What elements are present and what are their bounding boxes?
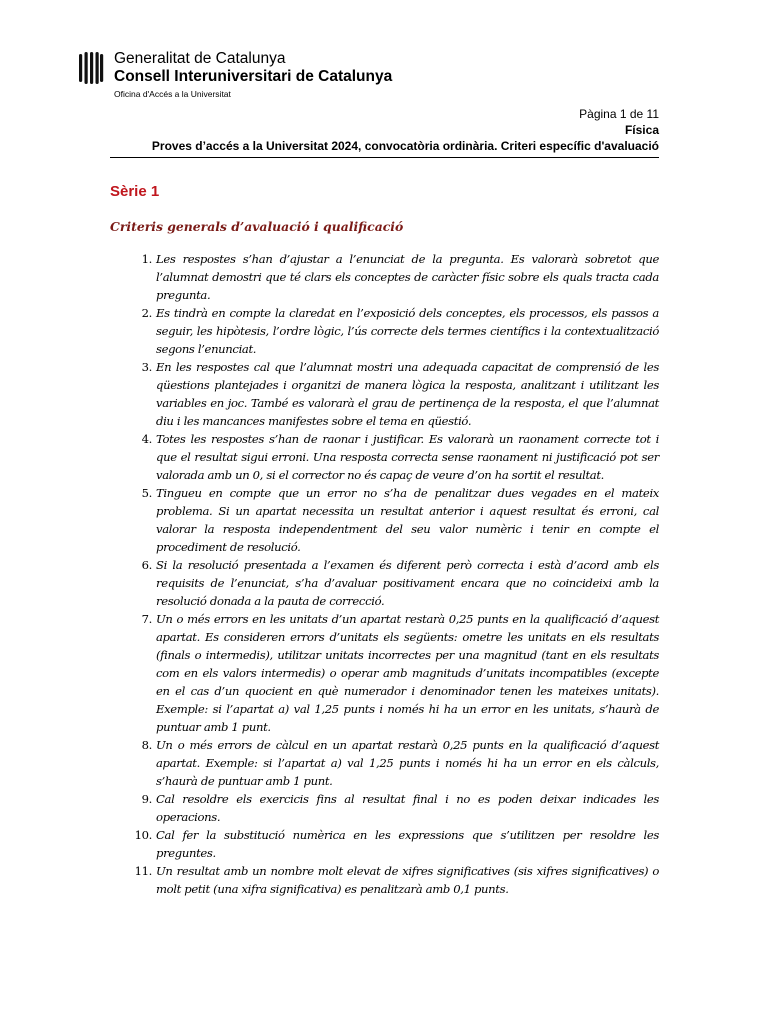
criteria-list (134, 250, 659, 898)
item-number: 10. (134, 828, 152, 842)
item-text: En les respostes cal que l’alumnat mostri una adequada capacitat de comprensió de les qüestions plantejades i organitzi de manera lògica la resposta, analitzant i utilitzant les variables en joc. També es valorarà el grau de pertinença de la resposta, el que l’alumnat diu i les mancances manifestes sobre el tema en qüestió. (156, 360, 659, 428)
item-number: 11. (134, 864, 152, 878)
item-number: 6. (141, 558, 152, 572)
item-text: Un resultat amb un nombre molt elevat de xifres significatives (sis xifres significatives) o molt petit (una xifra significativa) es penalitzarà amb 0,1 punts. (156, 864, 659, 896)
org-line-3: Oficina d'Accés a la Universitat (114, 89, 231, 99)
list-item (141, 610, 659, 736)
list-item (141, 556, 659, 610)
item-number: 3. (141, 360, 152, 374)
list-item (141, 484, 659, 556)
item-text: Un o més errors de càlcul en un apartat restarà 0,25 punts en la qualificació d’aquest apartat. Exemple: si l’apartat a) val 1,25 punts i només hi ha un error en els càlculs, s’haurà de puntuar amb 1 punt. (156, 738, 659, 788)
org-line-1: Generalitat de Catalunya (114, 50, 286, 67)
list-item (141, 358, 659, 430)
item-number: 8. (141, 738, 152, 752)
exam-title: Proves d’accés a la Universitat 2024, convocatòria ordinària. Criteri específic d'avaluació (151, 139, 659, 153)
section-title: Criteris generals d’avaluació i qualificació (110, 219, 404, 234)
list-item (141, 304, 659, 358)
list-item (141, 736, 659, 790)
list-item (134, 862, 659, 898)
item-number: 5. (141, 486, 152, 500)
org-line-2: Consell Interuniversitari de Catalunya (114, 68, 393, 85)
list-item (141, 790, 659, 826)
header-divider (110, 157, 659, 158)
item-number: 7. (141, 612, 152, 626)
item-number: 9. (141, 792, 152, 806)
item-text: Es tindrà en compte la claredat en l’exposició dels conceptes, els processos, els passos a seguir, les hipòtesis, l’ordre lògic, l’ús correcte dels termes científics i la contextualització segons l’enunciat. (156, 306, 659, 356)
item-text: Totes les respostes s’han de raonar i justificar. Es valorarà un raonament correcte tot i que el resultat sigui erroni. Una resposta correcta sense raonament ni justificació pot ser valorada amb un 0, si el corrector no és capaç de veure d’on ha sortit el resultat. (156, 432, 659, 482)
generalitat-logo-icon (78, 52, 104, 84)
item-number: 1. (141, 252, 152, 266)
item-text: Tingueu en compte que un error no s’ha de penalitzar dues vegades en el mateix problema. Si un apartat necessita un resultat anterior i aquest resultat és erroni, cal valorar la resposta independentment del seu valor numèric i tenir en compte el procediment de resolució. (156, 486, 659, 554)
page-number: Pàgina 1 de 11 (579, 107, 659, 121)
item-text: Les respostes s’han d’ajustar a l’enunciat de la pregunta. Es valorarà sobretot que l’alumnat demostri que té clars els conceptes de caràcter físic sobre els quals tracta cada pregunta. (156, 252, 659, 302)
item-text: Si la resolució presentada a l’examen és diferent però correcta i està d’acord amb els requisits de l’enunciat, s’ha d’avaluar positivament encara que no coincideixi amb la resolució donada a la pauta de correcció. (156, 558, 659, 608)
series-title: Sèrie 1 (110, 183, 160, 200)
list-item (134, 826, 659, 862)
item-number: 2. (141, 306, 152, 320)
list-item (141, 430, 659, 484)
organization-name (114, 50, 392, 100)
list-item (141, 250, 659, 304)
item-text: Un o més errors en les unitats d’un apartat restarà 0,25 punts en la qualificació d’aquest apartat. Es consideren errors d’unitats els següents: ometre les unitats en els resultats (finals o intermedis), utilitzar unitats incorrectes per una magnitud (tant en els resultats com en els valors intermedis) o operar amb magnituds d’unitats incompatibles (excepte en el cas d’un quocient en què numerador i denominador tenen les mateixes unitats). Exemple: si l’apartat a) val 1,25 punts i només hi ha un error en les unitats, s’haurà de puntuar amb 1 punt. (156, 612, 659, 734)
item-text: Cal resoldre els exercicis fins al resultat final i no es poden deixar indicades les operacions. (156, 792, 659, 824)
item-number: 4. (141, 432, 152, 446)
subject: Física (624, 123, 659, 137)
item-text: Cal fer la substitució numèrica en les expressions que s’utilitzen per resoldre les preguntes. (156, 828, 659, 860)
document-meta (152, 106, 659, 154)
